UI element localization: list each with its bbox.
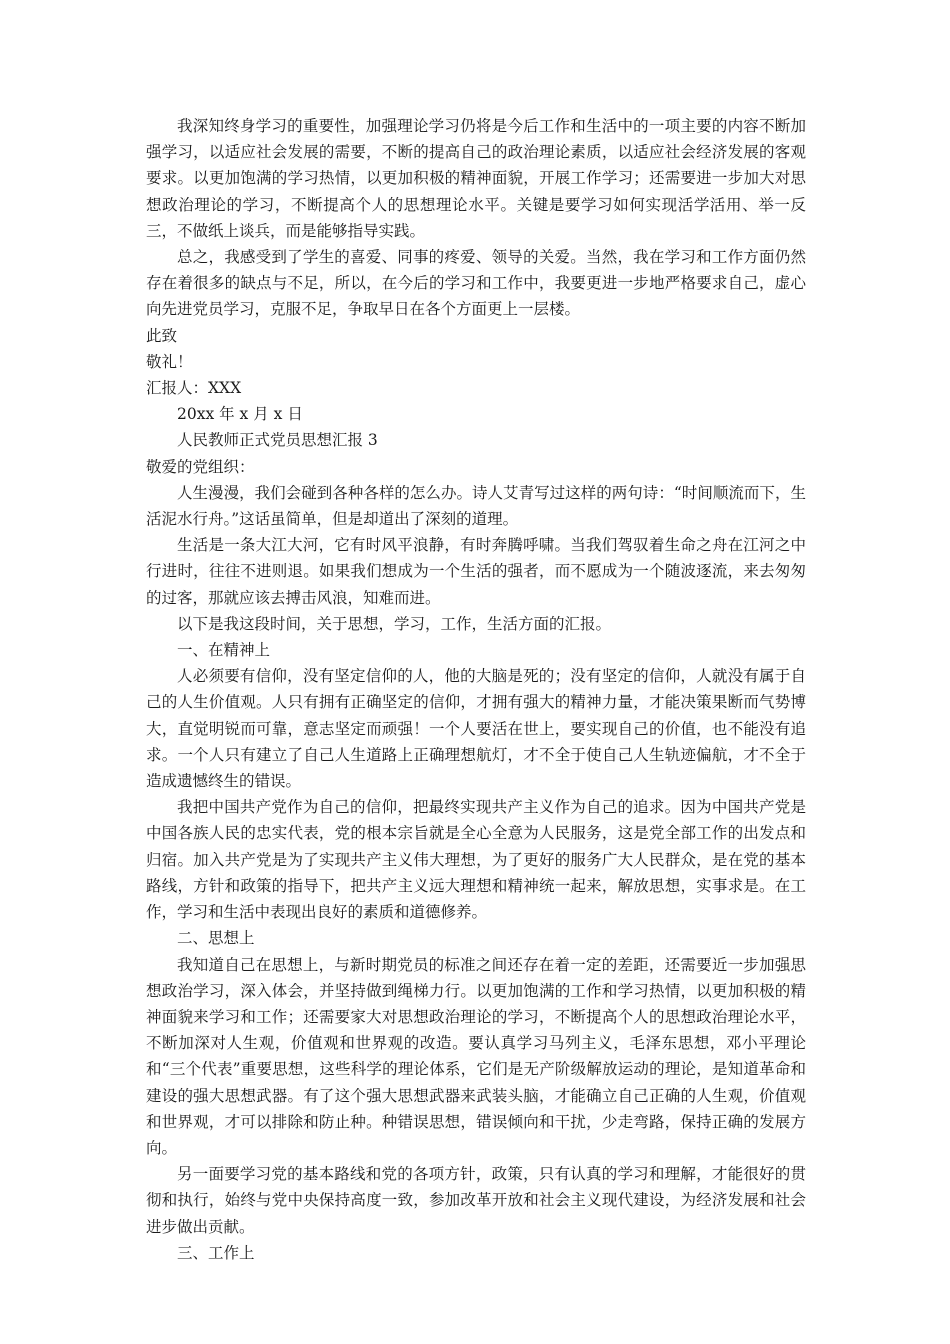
paragraph-thought-gap: 我知道自己在思想上，与新时期党员的标准之间还存在着一定的差距，还需要近一步加强思想政治学习，深入体会，并坚持做到绳梯力行。以更加饱满的工作和学习热情，以更加积极的精神面貌来学习和工作；还需要家大对思想政治理论的学习，不断提高个人的思想政治理论水平，不断加深对人生观，价值观和世界观的改造。要认真学习马列主义，毛泽东思想，邓小平理论和“三个代表”重要思想，这些科学的理论体系，它们是无产阶级解放运动的理论，是知道革命和建设的强大思想武器。有了这个强大思想武器来武装头脑，才能确立自己正确的人生观，价值观和世界观，才可以排除和防止种。种错误思想，错误倾向和干扰，少走弯路，保持正确的发展方向。 bbox=[146, 955, 806, 1157]
paragraph-poem: 人生漫漫，我们会碰到各种各样的怎么办。诗人艾青写过这样的两句诗：“时间顺流而下，生活泥水行舟。”这话虽简单，但是却道出了深刻的道理。 bbox=[146, 483, 806, 529]
paragraph-river-of-life: 生活是一条大江大河，它有时风平浪静，有时奔腾呼啸。当我们驾驭着生命之舟在江河之中行进时，往往不进则退。如果我们想成为一个生活的强者，而不愿成为一个随波逐流，来去匆匆的过客，那就应该去搏击风浪，知难而进。 bbox=[146, 536, 806, 607]
paragraph-party-belief: 我把中国共产党作为自己的信仰，把最终实现共产主义作为自己的追求。因为中国共产党是中国各族人民的忠实代表，党的根本宗旨就是全心全意为人民服务，这是党全部工作的出发点和归宿。加入共产党是为了实现共产主义伟大理想，为了更好的服务广大人民群众，是在党的基本路线，方针和政策的指导下，把共产主义远大理想和精神统一起来，解放思想，实事求是。在工作，学习和生活中表现出良好的素质和道德修养。 bbox=[146, 798, 806, 922]
paragraph-summary: 总之，我感受到了学生的喜爱、同事的疼爱、领导的关爱。当然，我在学习和工作方面仍然存在着很多的缺点与不足，所以，在今后的学习和工作中，我要更进一步地严格要求自己，虚心向先进党员学习，克服不足，争取早日在各个方面更上一层楼。 bbox=[146, 248, 806, 319]
closing-salutation: 此致 bbox=[146, 326, 178, 345]
heading-work: 三、工作上 bbox=[177, 1243, 255, 1262]
heading-spirit: 一、在精神上 bbox=[177, 641, 271, 660]
reporter-signature: 汇报人：XXX bbox=[146, 379, 242, 398]
report-date: 20xx 年 x 月 x 日 bbox=[177, 405, 303, 424]
paragraph-belief: 人必须要有信仰，没有坚定信仰的人，他的大脑是死的；没有坚定的信仰，人就没有属于自己的人生价值观。人只有拥有正确坚定的信仰，才拥有强大的精神力量，才能决策果断而气势博大，直觉明锐而可靠，意志坚定而顽强！一个人要活在世上，要实现自己的价值，也不能没有追求。一个人只有建立了自己人生道路上正确理想航灯，才不全于使自己人生轨迹偏航，才不全于造成遗憾终生的错误。 bbox=[146, 667, 806, 791]
paragraph-party-line: 另一面要学习党的基本路线和党的各项方针，政策，只有认真的学习和理解，才能很好的贯彻和执行，始终与党中央保持高度一致，参加改革开放和社会主义现代建设，为经济发展和社会进步做出贡献。 bbox=[146, 1165, 806, 1236]
paragraph-lifelong-learning: 我深知终身学习的重要性，加强理论学习仍将是今后工作和生活中的一项主要的内容不断加强学习，以适应社会发展的需要，不断的提高自己的政治理论素质，以适应社会经济发展的客观要求。以更加饱满的学习热情，以更加积极的精神面貌，开展工作学习；还需要进一步加大对思想政治理论的学习，不断提高个人的思想理论水平。关键是要学习如何实现活学活用、举一反三，不做纸上谈兵，而是能够指导实践。 bbox=[146, 117, 806, 240]
paragraph-intro: 以下是我这段时间，关于思想，学习，工作，生活方面的汇报。 bbox=[177, 614, 612, 633]
heading-thought: 二、思想上 bbox=[177, 929, 255, 948]
document-body bbox=[146, 113, 806, 1266]
greeting: 敬爱的党组织： bbox=[146, 457, 255, 476]
section-title: 人民教师正式党员思想汇报 3 bbox=[177, 431, 378, 450]
closing-respect: 敬礼！ bbox=[146, 352, 193, 371]
